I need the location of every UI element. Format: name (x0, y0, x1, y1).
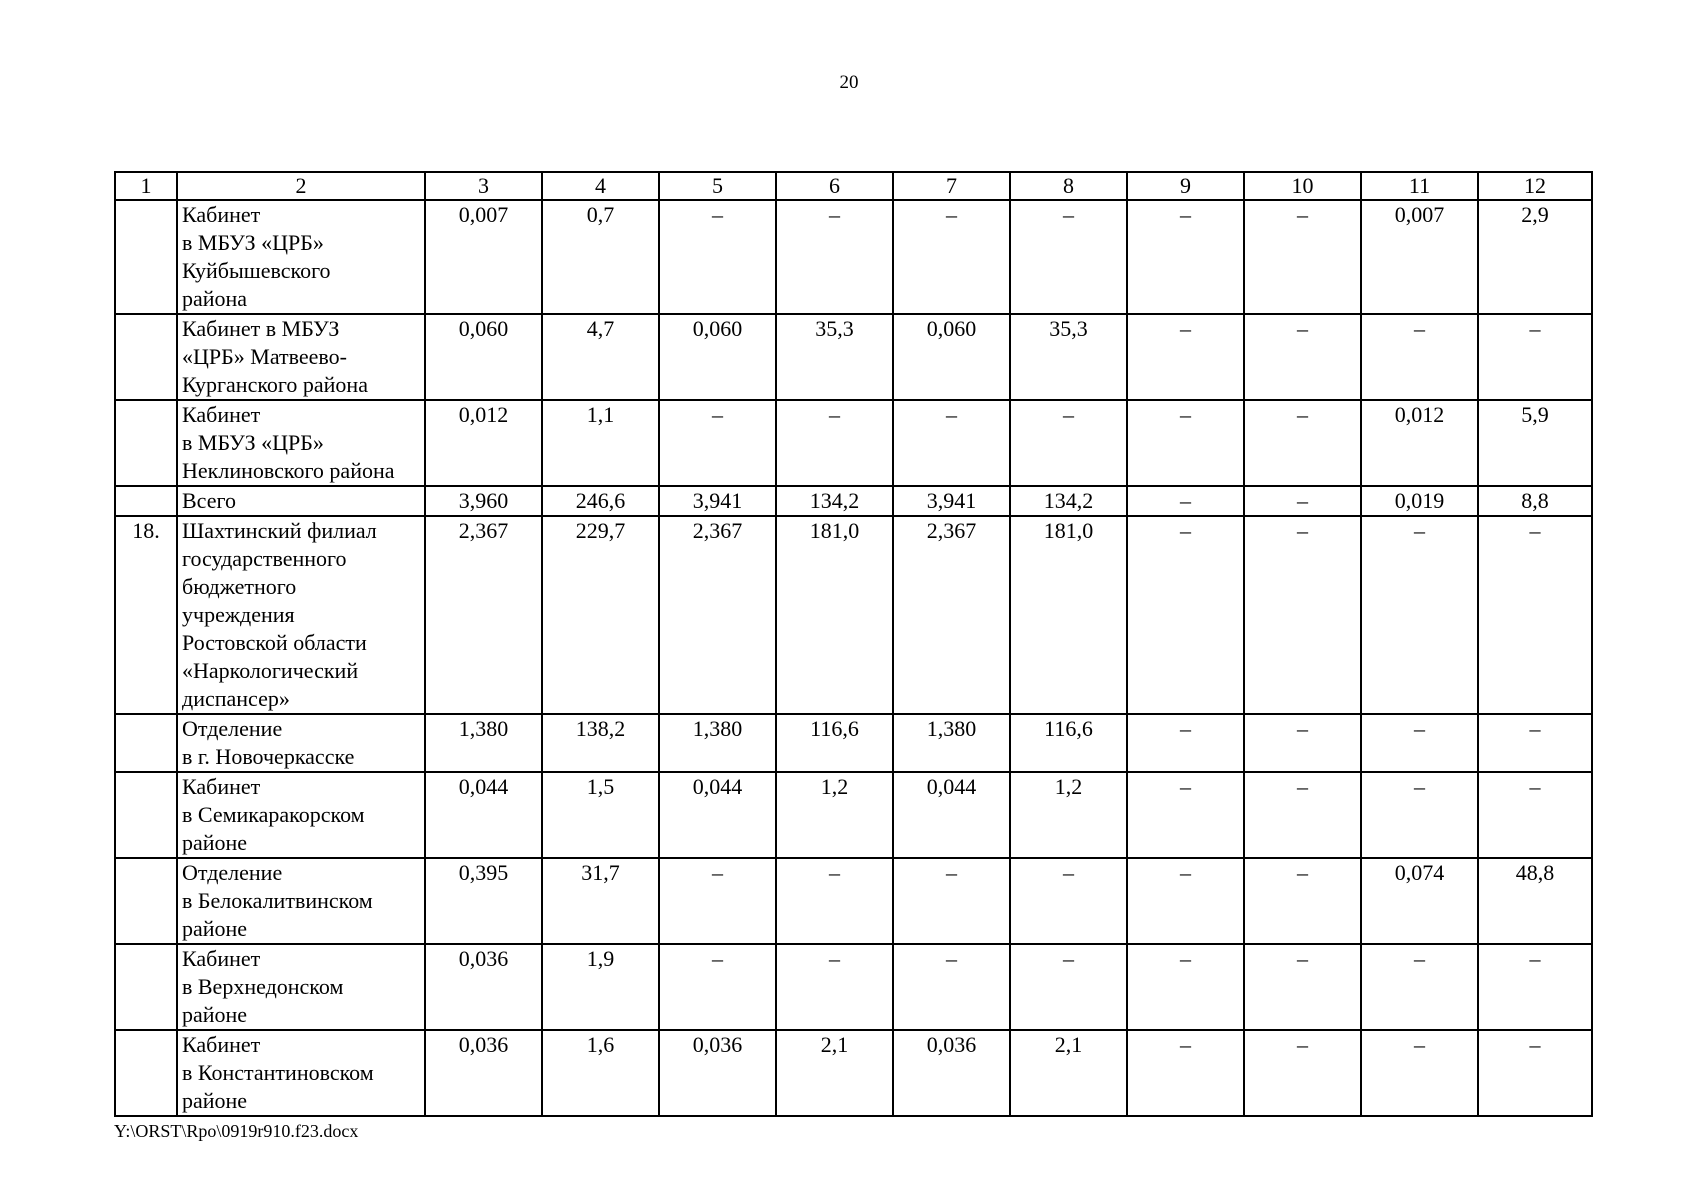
value-cell-col-12: – (1478, 516, 1592, 714)
value-cell-col-4: 0,7 (542, 200, 659, 314)
value-cell-col-7: 3,941 (893, 486, 1010, 516)
row-name-line: Кабинет (182, 946, 261, 971)
value-cell-col-5: 0,060 (659, 314, 776, 400)
value-cell-col-6: 2,1 (776, 1030, 893, 1116)
header-cell: 7 (893, 172, 1010, 200)
row-name-line: в Верхнедонском (182, 974, 344, 999)
value-cell-col-8: 35,3 (1010, 314, 1127, 400)
row-name-cell (177, 314, 425, 400)
row-name-line: в г. Новочеркасске (182, 744, 355, 769)
row-name-line: Ростовской области (182, 630, 367, 655)
value-cell-col-12: 48,8 (1478, 858, 1592, 944)
value-cell-col-12: – (1478, 314, 1592, 400)
row-name-line: в Белокалитвинском (182, 888, 373, 913)
row-name-line: диспансер» (182, 686, 290, 711)
value-cell-col-3: 3,960 (425, 486, 542, 516)
table-row (115, 486, 1592, 516)
value-cell-col-9: – (1127, 200, 1244, 314)
value-cell-col-10: – (1244, 314, 1361, 400)
header-cell: 12 (1478, 172, 1592, 200)
row-name-line: Кабинет (182, 774, 261, 799)
row-name-line: районе (182, 1088, 248, 1113)
row-number-cell (115, 858, 177, 944)
value-cell-col-9: – (1127, 858, 1244, 944)
value-cell-col-8: – (1010, 200, 1127, 314)
table-row (115, 944, 1592, 1030)
header-cell: 3 (425, 172, 542, 200)
value-cell-col-12: 2,9 (1478, 200, 1592, 314)
header-cell: 1 (115, 172, 177, 200)
row-name-line: «ЦРБ» Матвеево- (182, 344, 347, 369)
value-cell-col-6: – (776, 400, 893, 486)
value-cell-col-8: 2,1 (1010, 1030, 1127, 1116)
value-cell-col-6: 116,6 (776, 714, 893, 772)
value-cell-col-5: – (659, 858, 776, 944)
value-cell-col-11: – (1361, 516, 1478, 714)
row-name-line: в Семикаракорском (182, 802, 365, 827)
row-number-cell (115, 772, 177, 858)
row-name-line: Кабинет (182, 1032, 261, 1057)
value-cell-col-7: 2,367 (893, 516, 1010, 714)
value-cell-col-4: 229,7 (542, 516, 659, 714)
row-name-line: в МБУЗ «ЦРБ» (182, 230, 324, 255)
value-cell-col-6: 181,0 (776, 516, 893, 714)
row-name-line: районе (182, 1002, 248, 1027)
value-cell-col-7: 1,380 (893, 714, 1010, 772)
value-cell-col-5: – (659, 944, 776, 1030)
value-cell-col-11: – (1361, 714, 1478, 772)
value-cell-col-12: – (1478, 772, 1592, 858)
value-cell-col-6: – (776, 944, 893, 1030)
row-number-cell: 18. (115, 516, 177, 714)
value-cell-col-3: 0,036 (425, 1030, 542, 1116)
row-name-line: районе (182, 830, 248, 855)
value-cell-col-6: – (776, 200, 893, 314)
row-name-cell (177, 772, 425, 858)
value-cell-col-12: – (1478, 714, 1592, 772)
row-name-line: Шахтинский филиал (182, 518, 377, 543)
row-name-line: Отделение (182, 716, 283, 741)
value-cell-col-9: – (1127, 314, 1244, 400)
value-cell-col-5: – (659, 400, 776, 486)
value-cell-col-10: – (1244, 944, 1361, 1030)
value-cell-col-3: 2,367 (425, 516, 542, 714)
value-cell-col-7: – (893, 858, 1010, 944)
data-table-container (114, 171, 1591, 1117)
row-name-line: Кабинет в МБУЗ (182, 316, 340, 341)
value-cell-col-9: – (1127, 516, 1244, 714)
value-cell-col-5: 0,036 (659, 1030, 776, 1116)
row-number-cell (115, 944, 177, 1030)
value-cell-col-7: – (893, 400, 1010, 486)
header-cell: 11 (1361, 172, 1478, 200)
value-cell-col-3: 0,044 (425, 772, 542, 858)
row-number-cell (115, 400, 177, 486)
row-name-line: «Наркологический (182, 658, 359, 683)
header-cell: 8 (1010, 172, 1127, 200)
table-row (115, 772, 1592, 858)
table-row (115, 314, 1592, 400)
value-cell-col-10: – (1244, 486, 1361, 516)
row-name-cell (177, 1030, 425, 1116)
row-name-line: районе (182, 916, 248, 941)
header-cell: 10 (1244, 172, 1361, 200)
row-number-cell (115, 314, 177, 400)
row-name-cell (177, 714, 425, 772)
value-cell-col-3: 0,007 (425, 200, 542, 314)
value-cell-col-6: 35,3 (776, 314, 893, 400)
row-name-line: Всего (182, 488, 236, 513)
value-cell-col-12: – (1478, 944, 1592, 1030)
value-cell-col-10: – (1244, 1030, 1361, 1116)
value-cell-col-5: 1,380 (659, 714, 776, 772)
row-name-line: государственного (182, 546, 347, 571)
value-cell-col-3: 0,012 (425, 400, 542, 486)
row-name-line: учреждения (182, 602, 295, 627)
row-name-cell (177, 858, 425, 944)
value-cell-col-12: 5,9 (1478, 400, 1592, 486)
value-cell-col-11: – (1361, 314, 1478, 400)
value-cell-col-11: 0,007 (1361, 200, 1478, 314)
value-cell-col-9: – (1127, 714, 1244, 772)
row-name-line: в МБУЗ «ЦРБ» (182, 430, 324, 455)
row-name-cell (177, 516, 425, 714)
value-cell-col-4: 1,1 (542, 400, 659, 486)
table-row (115, 858, 1592, 944)
value-cell-col-8: 134,2 (1010, 486, 1127, 516)
row-name-line: Отделение (182, 860, 283, 885)
table-row (115, 200, 1592, 314)
value-cell-col-11: – (1361, 944, 1478, 1030)
value-cell-col-6: – (776, 858, 893, 944)
value-cell-col-12: – (1478, 1030, 1592, 1116)
row-name-cell (177, 400, 425, 486)
value-cell-col-4: 246,6 (542, 486, 659, 516)
value-cell-col-7: – (893, 944, 1010, 1030)
value-cell-col-3: 0,036 (425, 944, 542, 1030)
table-body (115, 172, 1592, 1116)
header-cell: 9 (1127, 172, 1244, 200)
row-name-line: бюджетного (182, 574, 297, 599)
footer-file-path: Y:\ORST\Rpo\0919r910.f23.docx (114, 1121, 359, 1141)
row-name-cell (177, 200, 425, 314)
value-cell-col-10: – (1244, 772, 1361, 858)
value-cell-col-4: 138,2 (542, 714, 659, 772)
value-cell-col-5: 3,941 (659, 486, 776, 516)
value-cell-col-10: – (1244, 858, 1361, 944)
value-cell-col-9: – (1127, 1030, 1244, 1116)
value-cell-col-9: – (1127, 486, 1244, 516)
value-cell-col-8: – (1010, 400, 1127, 486)
value-cell-col-11: 0,019 (1361, 486, 1478, 516)
value-cell-col-12: 8,8 (1478, 486, 1592, 516)
value-cell-col-11: 0,074 (1361, 858, 1478, 944)
value-cell-col-11: – (1361, 772, 1478, 858)
value-cell-col-7: 0,044 (893, 772, 1010, 858)
value-cell-col-4: 1,5 (542, 772, 659, 858)
value-cell-col-10: – (1244, 200, 1361, 314)
value-cell-col-8: 181,0 (1010, 516, 1127, 714)
value-cell-col-4: 1,9 (542, 944, 659, 1030)
value-cell-col-9: – (1127, 944, 1244, 1030)
value-cell-col-11: – (1361, 1030, 1478, 1116)
value-cell-col-3: 0,060 (425, 314, 542, 400)
value-cell-col-10: – (1244, 516, 1361, 714)
table-header-row (115, 172, 1592, 200)
row-number-cell (115, 486, 177, 516)
page-number: 20 (839, 72, 859, 93)
row-name-line: района (182, 286, 248, 311)
value-cell-col-11: 0,012 (1361, 400, 1478, 486)
value-cell-col-6: 134,2 (776, 486, 893, 516)
value-cell-col-9: – (1127, 772, 1244, 858)
value-cell-col-9: – (1127, 400, 1244, 486)
row-name-line: в Константиновском (182, 1060, 374, 1085)
value-cell-col-8: – (1010, 858, 1127, 944)
value-cell-col-8: – (1010, 944, 1127, 1030)
value-cell-col-10: – (1244, 714, 1361, 772)
value-cell-col-5: – (659, 200, 776, 314)
value-cell-col-4: 4,7 (542, 314, 659, 400)
value-cell-col-4: 31,7 (542, 858, 659, 944)
header-cell: 2 (177, 172, 425, 200)
row-name-line: Курганского района (182, 372, 368, 397)
value-cell-col-8: 1,2 (1010, 772, 1127, 858)
row-number-cell (115, 200, 177, 314)
row-name-line: Неклиновского района (182, 458, 395, 483)
row-name-cell (177, 944, 425, 1030)
row-name-line: Кабинет (182, 202, 261, 227)
value-cell-col-6: 1,2 (776, 772, 893, 858)
row-name-line: Кабинет (182, 402, 261, 427)
header-cell: 6 (776, 172, 893, 200)
table-row (115, 714, 1592, 772)
header-cell: 5 (659, 172, 776, 200)
value-cell-col-7: 0,060 (893, 314, 1010, 400)
table-row (115, 1030, 1592, 1116)
data-table (114, 171, 1593, 1117)
value-cell-col-4: 1,6 (542, 1030, 659, 1116)
value-cell-col-8: 116,6 (1010, 714, 1127, 772)
value-cell-col-7: – (893, 200, 1010, 314)
value-cell-col-3: 0,395 (425, 858, 542, 944)
row-name-cell (177, 486, 425, 516)
table-row (115, 516, 1592, 714)
value-cell-col-10: – (1244, 400, 1361, 486)
value-cell-col-5: 0,044 (659, 772, 776, 858)
row-number-cell (115, 714, 177, 772)
header-cell: 4 (542, 172, 659, 200)
table-row (115, 400, 1592, 486)
value-cell-col-3: 1,380 (425, 714, 542, 772)
row-name-line: Куйбышевского (182, 258, 331, 283)
row-number-cell (115, 1030, 177, 1116)
value-cell-col-5: 2,367 (659, 516, 776, 714)
value-cell-col-7: 0,036 (893, 1030, 1010, 1116)
